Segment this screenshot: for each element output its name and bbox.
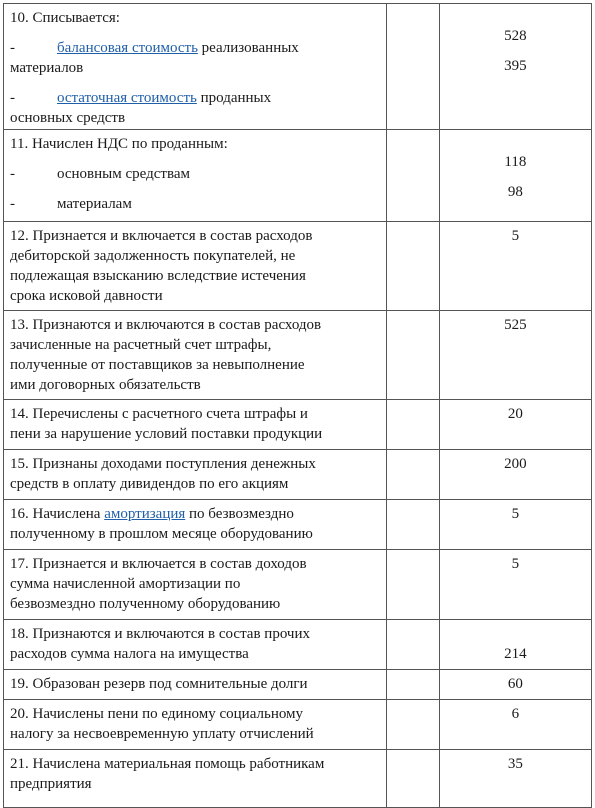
amortization-link[interactable]: амортизация <box>104 506 186 522</box>
amount-cell <box>439 222 591 311</box>
row-title: 10. Списывается: <box>10 10 120 26</box>
empty-cell <box>386 222 439 311</box>
dash-marker: - <box>10 40 15 56</box>
amount-value: 20 <box>507 406 523 422</box>
amount-cell <box>439 500 591 550</box>
table-row <box>4 130 592 222</box>
empty-cell <box>386 311 439 400</box>
description-cell: 18. Признаются и включаются в состав прочих расходов сумма налога на имущества <box>4 620 387 670</box>
sub-item: - основным средствам <box>10 166 190 182</box>
amount-value: 5 <box>511 506 520 522</box>
empty-cell <box>386 700 439 750</box>
amount-cell <box>439 311 591 400</box>
amount-value: 6 <box>511 706 520 722</box>
residual-value-link[interactable]: остаточная стоимость <box>57 90 197 106</box>
sub-item: - материалам <box>10 196 132 212</box>
amount-cell <box>439 550 591 620</box>
amount-value: 5 <box>511 556 520 572</box>
description-cell: 12. Признается и включается в состав расходов дебиторской задолженность покупателей, не подлежащая взысканию вследствие истечения срока исковой давности <box>4 222 387 311</box>
amount-cell <box>439 400 591 450</box>
amount-cell <box>439 130 591 222</box>
empty-cell <box>386 620 439 670</box>
sub-item: - балансовая стоимость реализованных <box>10 40 299 56</box>
table-row <box>4 400 592 450</box>
amount-value: 528 <box>504 28 527 44</box>
description-cell <box>4 130 387 222</box>
amount-value: 214 <box>504 646 527 662</box>
table-row <box>4 750 592 808</box>
table-row <box>4 311 592 400</box>
amount-cell <box>439 670 591 700</box>
description-cell: 19. Образован резерв под сомнительные долги <box>4 670 387 700</box>
dash-marker: - <box>10 166 15 182</box>
table-row <box>4 500 592 550</box>
row-title: 11. Начислен НДС по проданным: <box>10 136 228 152</box>
operations-table <box>3 3 592 808</box>
empty-cell <box>386 500 439 550</box>
description-cell <box>4 4 387 130</box>
empty-cell <box>386 670 439 700</box>
sub-item-continuation: материалов <box>10 60 84 76</box>
description-cell: 15. Признаны доходами поступления денежных средств в оплату дивидендов по его акциям <box>4 450 387 500</box>
empty-cell <box>386 750 439 808</box>
amount-cell <box>439 750 591 808</box>
amount-cell <box>439 620 591 670</box>
dash-marker: - <box>10 90 15 106</box>
table-row <box>4 620 592 670</box>
description-cell: 21. Начислена материальная помощь работникам предприятия <box>4 750 387 808</box>
amount-cell <box>439 450 591 500</box>
table-row <box>4 550 592 620</box>
empty-cell <box>386 4 439 130</box>
amount-value: 200 <box>504 456 527 472</box>
description-cell: 16. Начислена амортизация по безвозмездно полученному в прошлом месяце оборудованию <box>4 500 387 550</box>
amount-value: 5 <box>511 228 520 244</box>
description-cell: 13. Признаются и включаются в состав расходов зачисленные на расчетный счет штрафы, полученные от поставщиков за невыполнение ими договорных обязательств <box>4 311 387 400</box>
empty-cell <box>386 130 439 222</box>
table-row <box>4 700 592 750</box>
empty-cell <box>386 400 439 450</box>
empty-cell <box>386 450 439 500</box>
description-cell: 20. Начислены пени по единому социальному налогу за несвоевременную уплату отчислений <box>4 700 387 750</box>
amount-cell <box>439 4 591 130</box>
amount-value: 98 <box>507 184 523 200</box>
table-row <box>4 450 592 500</box>
empty-cell <box>386 550 439 620</box>
amount-cell <box>439 700 591 750</box>
description-cell: 14. Перечислены с расчетного счета штрафы и пени за нарушение условий поставки продукции <box>4 400 387 450</box>
table-row <box>4 4 592 130</box>
dash-marker: - <box>10 196 15 212</box>
amount-value: 395 <box>504 58 527 74</box>
sub-item-continuation: основных средств <box>10 110 126 126</box>
table-row <box>4 670 592 700</box>
sub-item: - остаточная стоимость проданных <box>10 90 272 106</box>
amount-value: 118 <box>504 154 527 170</box>
amount-value: 525 <box>504 317 527 333</box>
balance-value-link[interactable]: балансовая стоимость <box>57 40 198 56</box>
table-row <box>4 222 592 311</box>
amount-value: 35 <box>507 756 523 772</box>
amount-value: 60 <box>507 676 523 692</box>
description-cell: 17. Признается и включается в состав доходов сумма начисленной амортизации по безвозмездно полученному оборудованию <box>4 550 387 620</box>
